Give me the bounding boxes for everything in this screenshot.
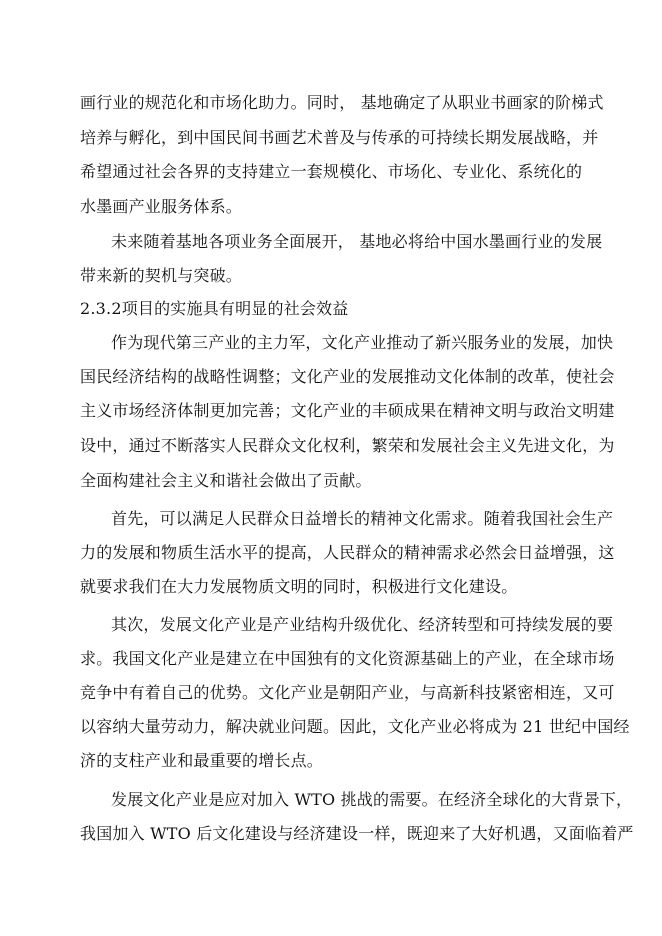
text-line: 其次，发展文化产业是产业结构升级优化、经济转型和可持续发展的要	[111, 615, 614, 634]
text-line: 发展文化产业是应对加入 WTO 挑战的需要。在经济全球化的大背景下，	[111, 790, 633, 809]
text-line: 竞争中有着自己的优势。文化产业是朝阳产业，与高新科技紧密相连，又可	[80, 683, 615, 702]
text-line: 求。我国文化产业是建立在中国独有的文化资源基础上的产业，在全球市场	[80, 649, 615, 668]
text-line: 希望通过社会各界的支持建立一套规模化、市场化、专业化、系统化的	[80, 162, 583, 181]
text-line: 以容纳大量劳动力，解决就业问题。因此，文化产业必将成为 21 世纪中国经	[80, 717, 630, 736]
text-line: 设中，通过不断落实人民群众文化权利，繁荣和发展社会主义先进文化，为	[80, 436, 615, 455]
text-line: 水墨画产业服务体系。	[80, 197, 243, 216]
text-line: 画行业的规范化和市场化助力。同时， 基地确定了从职业书画家的阶梯式	[80, 93, 604, 112]
text-line: 培养与孵化，到中国民间书画艺术普及与传承的可持续长期发展战略，并	[80, 128, 599, 147]
text-line: 主义市场经济体制更加完善；文化产业的丰硕成果在精神文明与政治文明建	[80, 401, 615, 420]
text-line: 作为现代第三产业的主力军，文化产业推动了新兴服务业的发展，加快	[111, 333, 614, 352]
text-line: 国民经济结构的战略性调整；文化产业的发展推动文化体制的改革，使社会	[80, 367, 615, 386]
text-line: 带来新的契机与突破。	[80, 266, 243, 285]
text-line: 未来随着基地各项业务全面展开， 基地必将给中国水墨画行业的发展	[111, 232, 603, 251]
text-line: 济的支柱产业和最重要的增长点。	[80, 751, 324, 770]
text-line: 首先，可以满足人民群众日益增长的精神文化需求。随着我国社会生产	[111, 509, 614, 528]
section-heading: 2.3.2项目的实施具有明显的社会效益	[80, 299, 349, 318]
text-line: 力的发展和物质生活水平的提高，人民群众的精神需求必然会日益增强，这	[80, 543, 615, 562]
text-line: 我国加入 WTO 后文化建设与经济建设一样，既迎来了大好机遇，又面临着严	[80, 824, 634, 843]
text-line: 就要求我们在大力发展物质文明的同时，积极进行文化建设。	[80, 577, 518, 596]
text-line: 全面构建社会主义和谐社会做出了贡献。	[80, 471, 372, 490]
